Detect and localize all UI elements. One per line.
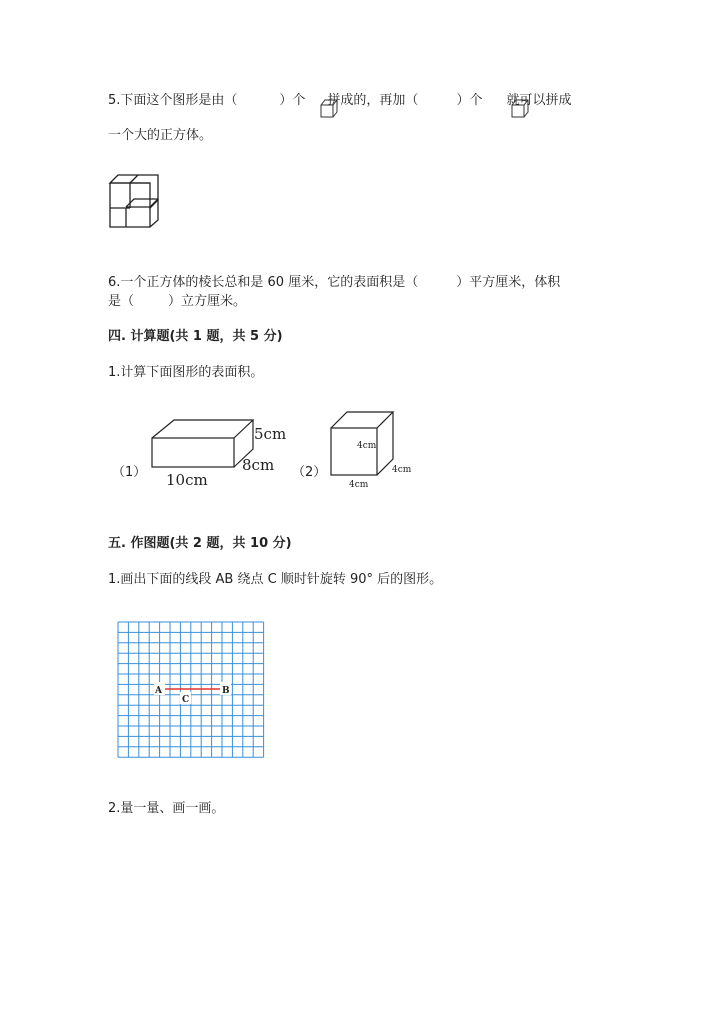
q6-text-1b: ）平方厘米，体积 [456,275,561,290]
fig2-label: （2） [292,465,327,480]
rotation-grid [114,619,270,759]
section4-q1: 1.计算下面图形的表面积。 [108,365,264,380]
q5-text-1: 5.下面这个图形是由（ [108,93,238,108]
fig1-length-label: 10cm [166,471,208,489]
section5-q1: 1.画出下面的线段 AB 绕点 C 顺时针旋转 90° 后的图形。 [108,572,443,587]
q6-text-2b: ）立方厘米。 [168,294,247,309]
fig1-label: （1） [112,465,147,480]
section5-heading: 五. 作图题(共 2 题，共 10 分) [108,536,292,551]
fig1-width-label: 8cm [242,456,275,474]
point-b-label: B [222,686,230,696]
q6-text-1a: 6.一个正方体的棱长总和是 60 厘米，它的表面积是（ [108,275,419,290]
q5-text-5: 就可以拼成 [506,93,572,108]
fig2-front-label: 4cm [357,441,377,451]
q5-line2: 一个大的正方体。 [108,128,213,143]
stacked-cubes-figure [106,170,164,232]
small-cube-icon-2 [509,96,531,122]
q5-text-3: 拼成的，再加（ [327,93,419,108]
fig2-bottom-label: 4cm [349,480,369,490]
q6-text-2a: 是（ [108,294,135,309]
q6-line2 [108,290,246,309]
point-c-label: C [182,695,190,705]
point-a-label: A [155,686,162,696]
small-cube-icon [318,96,340,122]
section4-heading: 四. 计算题(共 1 题，共 5 分) [108,329,283,344]
fig2-side-label: 4cm [392,465,412,475]
q6-line1 [108,271,560,290]
fig1-height-label: 5cm [254,425,287,443]
q5-text-4: ）个 [456,93,483,108]
q5-text-2: ）个 [279,93,306,108]
section5-q2: 2.量一量、画一画。 [108,801,225,816]
